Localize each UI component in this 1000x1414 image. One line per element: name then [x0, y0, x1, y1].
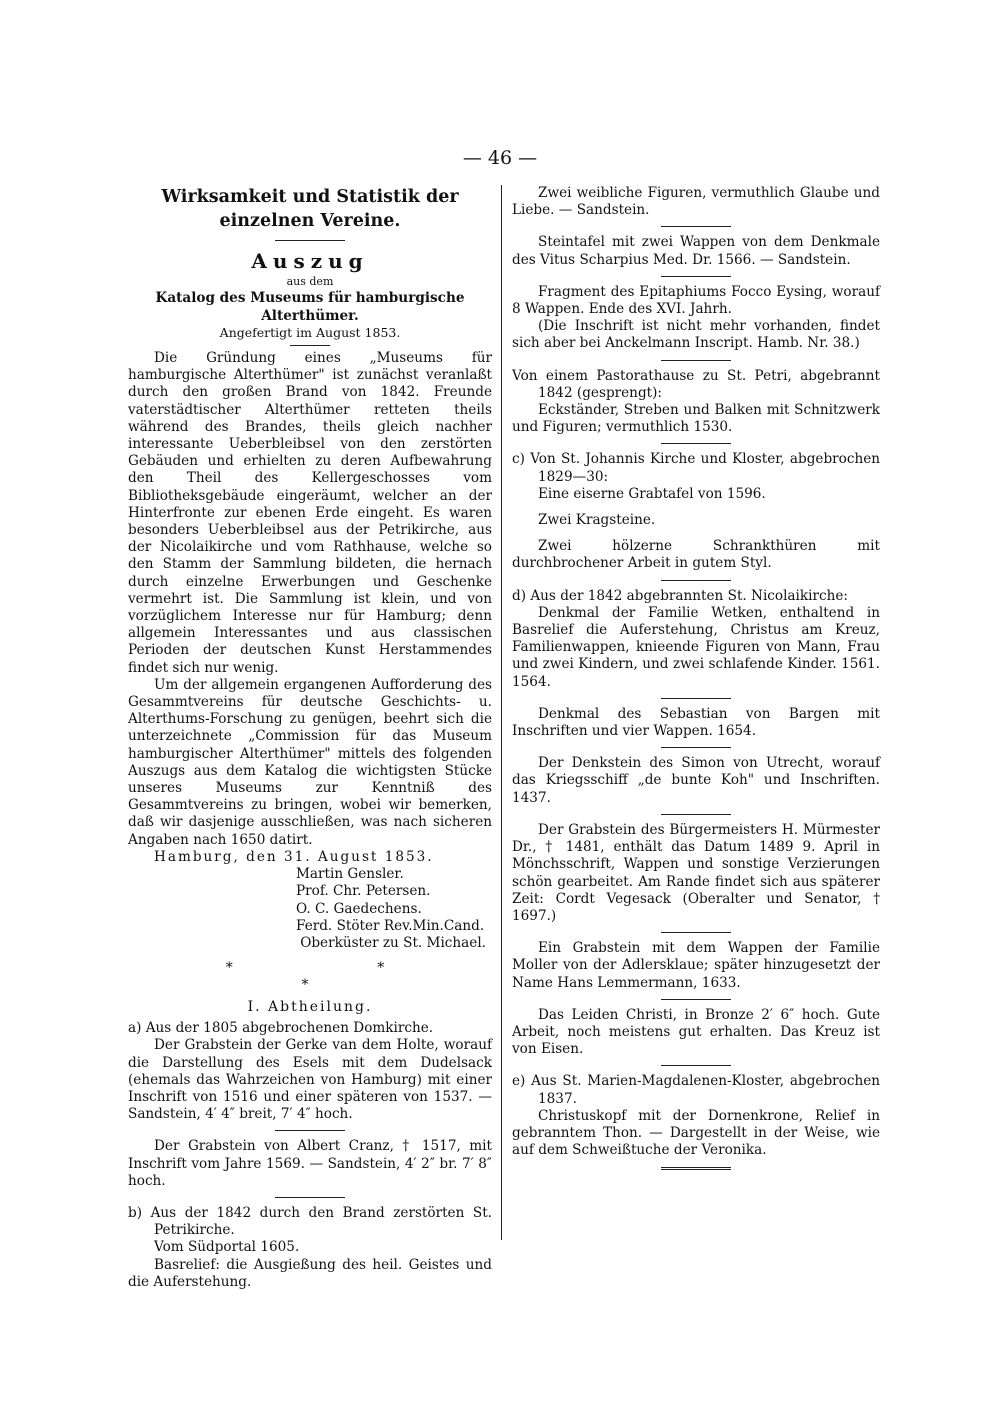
- divider-rule: [275, 1130, 345, 1131]
- intro-paragraph-2: Um der allgemein ergangenen Aufforderung des Gesammtvereins für deutsche Geschichts- u. Alterthums-Forschung zu genügen, beehrt sich die unterzeichnete „Commission für das Museum hamburgischer Alterthümer" mittels des folgenden Auszugs aus dem Katalog die wichtigsten Stücke unseres Museums zur Kenntniß des Gesammtvereins zu bringen, wobei wir bemerken, daß wir dasjenige ausschließen, was nach sicheren Angaben nach 1650 datirt.: [128, 676, 492, 848]
- intro-paragraph: Die Gründung eines „Museums für hamburgische Alterthümer" ist zunächst veranlaßt durch den großen Brand von 1842. Freunde vaterstädtischer Alterthümer retteten theils während des Brandes, theils gleich nachher interessante Ueberbleibsel von den zerstörten Gebäuden und erhielten zu deren Aufbewahrung den Theil des Kellergeschosses vom Bibliotheksgebäude eingeräumt, welcher an der Hinterfronte zur ebenen Erde eingeht. Es waren besonders Ueberbleibsel aus der Petrikirche, aus der Nicolaikirche und vom Rathhause, welche so den Stamm der Sammlung bildeten, die hernach durch einzelne Erwerbungen und Geschenke vermehrt ist. Die Sammlung ist klein, und von vorzüglichem Interesse nur für Hamburg; denn allgemein Interessantes und aus classischen Perioden der deutschen Kunst Herstammendes findet sich nur wenig.: [128, 350, 492, 676]
- divider-rule: [661, 360, 731, 361]
- made-date: Angefertigt im August 1853.: [219, 325, 401, 340]
- divider-rule: [661, 999, 731, 1000]
- entry-text: Von einem Pastorathause zu St. Petri, abgebrannt 1842 (gesprengt):: [512, 367, 880, 401]
- divider-rule: [661, 814, 731, 815]
- entry-text: Denkmal der Familie Wetken, enthaltend in Basrelief die Auferstehung, Christus am Kreuz, Familienwappen, knieende Figuren von Mann, Frau und zwei Kindern, und zwei schlafende Kinder. 1561. 1564.: [512, 604, 880, 690]
- from-label: aus dem: [286, 275, 334, 288]
- entry-text: Zwei Kragsteine.: [538, 512, 656, 529]
- divider-rule: [661, 747, 731, 748]
- entry-text: Ein Grabstein mit dem Wappen der Familie Moller von der Adlersklaue; später hinzugesetzt der Name Hans Lemmermann, 1633.: [512, 940, 880, 991]
- divider-rule: [290, 345, 330, 346]
- entry-text: Denkmal des Sebastian von Bargen mit Inschriften und vier Wappen. 1654.: [512, 705, 880, 740]
- entry-text: Der Grabstein der Gerke van dem Holte, worauf die Darstellung des Esels mit dem Dudelsack (ehemals das Wahrzeichen von Hamburg) mit einer Inschrift von 1516 und einer späteren von 1537. — Sandstein, 4′ 4″ breit, 7′ 4″ hoch.: [128, 1037, 492, 1123]
- left-column: [128, 185, 492, 1291]
- divider-rule: [661, 932, 731, 933]
- signature: Martin Gensler.: [296, 866, 404, 883]
- signature: Oberküster zu St. Michael.: [300, 934, 486, 951]
- division-heading: I. Abtheilung.: [247, 999, 373, 1016]
- stars-separator: * * *: [225, 960, 455, 994]
- excerpt-heading: Auszug: [251, 249, 369, 273]
- divider-rule: [661, 580, 731, 581]
- entry-heading-e: e) Aus St. Marien-Magdalenen-Kloster, abgebrochen 1837.: [512, 1073, 880, 1107]
- signature: Ferd. Stöter Rev.Min.Cand.: [296, 917, 485, 934]
- entry-text: Eckständer, Streben und Balken mit Schnitzwerk und Figuren; vermuthlich 1530.: [512, 402, 880, 436]
- entry-text: Vom Südportal 1605.: [154, 1239, 300, 1256]
- entry-text: Eine eiserne Grabtafel von 1596.: [538, 485, 766, 502]
- entry-text: Fragment des Epitaphiums Focco Eysing, worauf 8 Wappen. Ende des XVI. Jahrh.: [512, 283, 880, 318]
- signature: O. C. Gaedechens.: [296, 900, 422, 917]
- entry-text: Der Denkstein des Simon von Utrecht, worauf das Kriegsschiff „de bunte Koh" und Inschriften. 1437.: [512, 755, 880, 806]
- right-column: [512, 185, 880, 1178]
- divider-rule: [275, 1197, 345, 1198]
- entry-heading-a: a) Aus der 1805 abgebrochenen Domkirche.: [128, 1020, 434, 1037]
- entry-text: Der Grabstein von Albert Cranz, † 1517, mit Inschrift vom Jahre 1569. — Sandstein, 4′ 2″ br. 7′ 8″ hoch.: [128, 1138, 492, 1189]
- divider-rule: [661, 226, 731, 227]
- divider-rule: [661, 698, 731, 699]
- end-rule: [661, 1167, 731, 1170]
- section-title: Wirksamkeit und Statistik der einzelnen Vereine.: [161, 187, 459, 231]
- divider-rule: [661, 276, 731, 277]
- entry-heading-d: d) Aus der 1842 abgebrannten St. Nicolaikirche:: [512, 587, 848, 604]
- catalog-title: Katalog des Museums für hamburgische Alterthümer.: [155, 290, 465, 324]
- entry-text: Das Leiden Christi, in Bronze 2′ 6″ hoch. Gute Arbeit, noch meistens gut erhalten. Das Kreuz ist von Eisen.: [512, 1006, 880, 1058]
- spacer: [512, 529, 880, 538]
- entry-heading-b: b) Aus der 1842 durch den Brand zerstörten St. Petrikirche.: [128, 1204, 492, 1239]
- entry-text: Zwei weibliche Figuren, vermuthlich Glaube und Liebe. — Sandstein.: [512, 185, 880, 219]
- divider-rule: [661, 1065, 731, 1066]
- entry-heading-c: c) Von St. Johannis Kirche und Kloster, abgebrochen 1829—30:: [512, 451, 880, 485]
- signature: Prof. Chr. Petersen.: [296, 883, 431, 900]
- divider-rule: [275, 240, 345, 241]
- entry-text: Basrelief: die Ausgießung des heil. Geistes und die Auferstehung.: [128, 1256, 492, 1290]
- spacer: [512, 503, 880, 512]
- entry-text: Der Grabstein des Bürgermeisters H. Mürmester Dr., † 1481, enthält das Datum 1489 9. April in Mönchsschrift, Wappen und sonstige Verzierungen schön gearbeitet. Am Rande findet sich aus späterer Zeit: Cordt Vegesack (Oberalter und Senator, † 1697.): [512, 821, 880, 924]
- divider-rule: [661, 443, 731, 444]
- place-date: Hamburg, den 31. August 1853.: [154, 848, 434, 865]
- column-divider: [501, 185, 502, 1240]
- page-number: — 46 —: [462, 147, 538, 169]
- entry-text: Christuskopf mit der Dornenkrone, Relief in gebranntem Thon. — Dargestellt in der Weise, wie auf dem Schweißtuche der Veronika.: [512, 1107, 880, 1159]
- entry-text: Zwei hölzerne Schrankthüren mit durchbrochener Arbeit in gutem Styl.: [512, 538, 880, 572]
- entry-text: Steintafel mit zwei Wappen von dem Denkmale des Vitus Scharpius Med. Dr. 1566. — Sandstein.: [512, 234, 880, 268]
- entry-text: (Die Inschrift ist nicht mehr vorhanden, findet sich aber bei Anckelmann Inscript. Hamb. Nr. 38.): [512, 318, 880, 352]
